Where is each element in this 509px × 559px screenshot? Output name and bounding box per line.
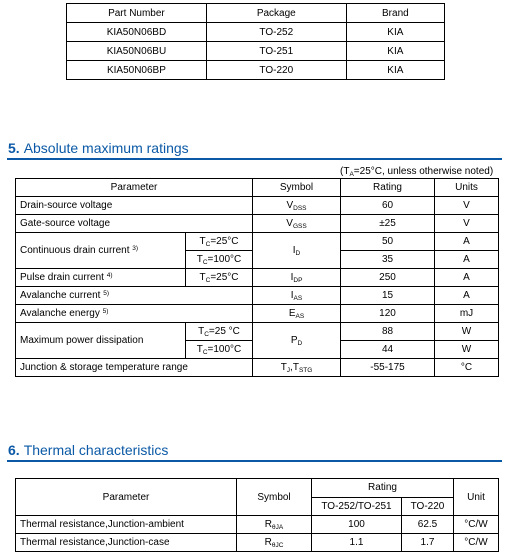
part-number-cell: KIA50N06BU [67, 42, 207, 61]
parameter-cell: Drain-source voltage [16, 197, 253, 215]
column-header: Package [206, 4, 346, 23]
column-header: Parameter [16, 479, 237, 516]
package-cell: TO-220 [206, 61, 346, 80]
column-header: Rating [312, 479, 454, 498]
column-header: Units [435, 179, 499, 197]
part-number-cell: KIA50N06BP [67, 61, 207, 80]
unit-cell: A [435, 269, 499, 287]
symbol-cell: $E_{AS}$ [253, 305, 341, 323]
table-row [16, 516, 499, 534]
symbol-cell: $I_D$ [253, 233, 341, 269]
table-row [16, 534, 499, 552]
ordering-table [66, 3, 445, 80]
parameter-cell: Thermal resistance,Junction-case [16, 534, 237, 552]
unit-cell: A [435, 251, 499, 269]
unit-cell: °C/W [454, 516, 499, 534]
rating-cell: 60 [341, 197, 435, 215]
parameter-cell: Maximum power dissipation [16, 323, 186, 359]
condition-cell: $T_C=100^\circ C$ [186, 341, 253, 359]
rating-cell: 15 [341, 287, 435, 305]
table-row [67, 23, 445, 42]
parameter-cell: Avalanche energy $^{5)}$ [16, 305, 253, 323]
symbol-cell: $V_{GSS}$ [253, 215, 341, 233]
rating-cell: ±25 [341, 215, 435, 233]
table-row [16, 215, 499, 233]
unit-cell: W [435, 341, 499, 359]
table-row [67, 61, 445, 80]
column-header: TO-220 [402, 497, 454, 516]
symbol-cell: $T_J,T_{STG}$ [253, 359, 341, 377]
table-header-row [67, 4, 445, 23]
column-header: Part Number [67, 4, 207, 23]
unit-cell: A [435, 287, 499, 305]
section-title: Thermal characteristics [23, 442, 169, 458]
section-number: 5. [8, 140, 20, 156]
column-header: Brand [346, 4, 444, 23]
section-rule [7, 460, 502, 462]
symbol-cell: $I_{AS}$ [253, 287, 341, 305]
rating-cell: 50 [341, 233, 435, 251]
column-header: Parameter [16, 179, 253, 197]
table-row [16, 359, 499, 377]
column-header: Symbol [253, 179, 341, 197]
parameter-cell: Avalanche current $^{5)}$ [16, 287, 253, 305]
parameter-cell: Pulse drain current $^{4)}$ [16, 269, 186, 287]
unit-cell: mJ [435, 305, 499, 323]
ratings-condition-note: ($T_A=25^\circ C$, unless otherwise noted) [340, 166, 494, 178]
condition-cell: $T_C=25^\circ C$ [186, 269, 253, 287]
symbol-cell: $I_{DP}$ [253, 269, 341, 287]
column-header: Rating [341, 179, 435, 197]
unit-cell: W [435, 323, 499, 341]
rating-cell: 88 [341, 323, 435, 341]
symbol-cell: $R_{\theta JA}$ [237, 516, 312, 534]
section-rule [7, 158, 502, 160]
section-number: 6. [8, 442, 20, 458]
rating-cell: 100 [312, 516, 402, 534]
thermal-characteristics-table [15, 478, 499, 552]
symbol-cell: $R_{\theta JC}$ [237, 534, 312, 552]
brand-cell: KIA [346, 61, 444, 80]
table-header-row [16, 179, 499, 197]
unit-cell: V [435, 197, 499, 215]
unit-cell: V [435, 215, 499, 233]
unit-cell: °C/W [454, 534, 499, 552]
section-5-heading [8, 140, 189, 156]
rating-cell: 250 [341, 269, 435, 287]
table-row [16, 287, 499, 305]
table-row [16, 305, 499, 323]
package-cell: TO-252 [206, 23, 346, 42]
table-row [67, 42, 445, 61]
parameter-cell: Continuous drain current $^{3)}$ [16, 233, 186, 269]
table-row [16, 233, 499, 251]
column-header: Unit [454, 479, 499, 516]
parameter-cell: Junction & storage temperature range [16, 359, 253, 377]
rating-cell: 35 [341, 251, 435, 269]
part-number-cell: KIA50N06BD [67, 23, 207, 42]
condition-cell: $T_C=25$ °C [186, 323, 253, 341]
parameter-cell: Thermal resistance,Junction-ambient [16, 516, 237, 534]
symbol-cell: $P_D$ [253, 323, 341, 359]
section-6-heading [8, 442, 168, 458]
brand-cell: KIA [346, 23, 444, 42]
condition-cell: $T_C=25^\circ C$ [186, 233, 253, 251]
rating-cell: 44 [341, 341, 435, 359]
column-header: TO-252/TO-251 [312, 497, 402, 516]
rating-cell: 120 [341, 305, 435, 323]
absolute-max-ratings-table [15, 178, 499, 377]
package-cell: TO-251 [206, 42, 346, 61]
section-title: Absolute maximum ratings [23, 140, 189, 156]
table-row [16, 269, 499, 287]
brand-cell: KIA [346, 42, 444, 61]
rating-cell: 62.5 [402, 516, 454, 534]
table-row [16, 197, 499, 215]
unit-cell: A [435, 233, 499, 251]
rating-cell: -55-175 [341, 359, 435, 377]
column-header: Symbol [237, 479, 312, 516]
table-row [16, 323, 499, 341]
symbol-cell: $V_{DSS}$ [253, 197, 341, 215]
parameter-cell: Gate-source voltage [16, 215, 253, 233]
rating-cell: 1.7 [402, 534, 454, 552]
table-header-row [16, 479, 499, 498]
rating-cell: 1.1 [312, 534, 402, 552]
unit-cell: °C [435, 359, 499, 377]
condition-cell: $T_C=100^\circ C$ [186, 251, 253, 269]
